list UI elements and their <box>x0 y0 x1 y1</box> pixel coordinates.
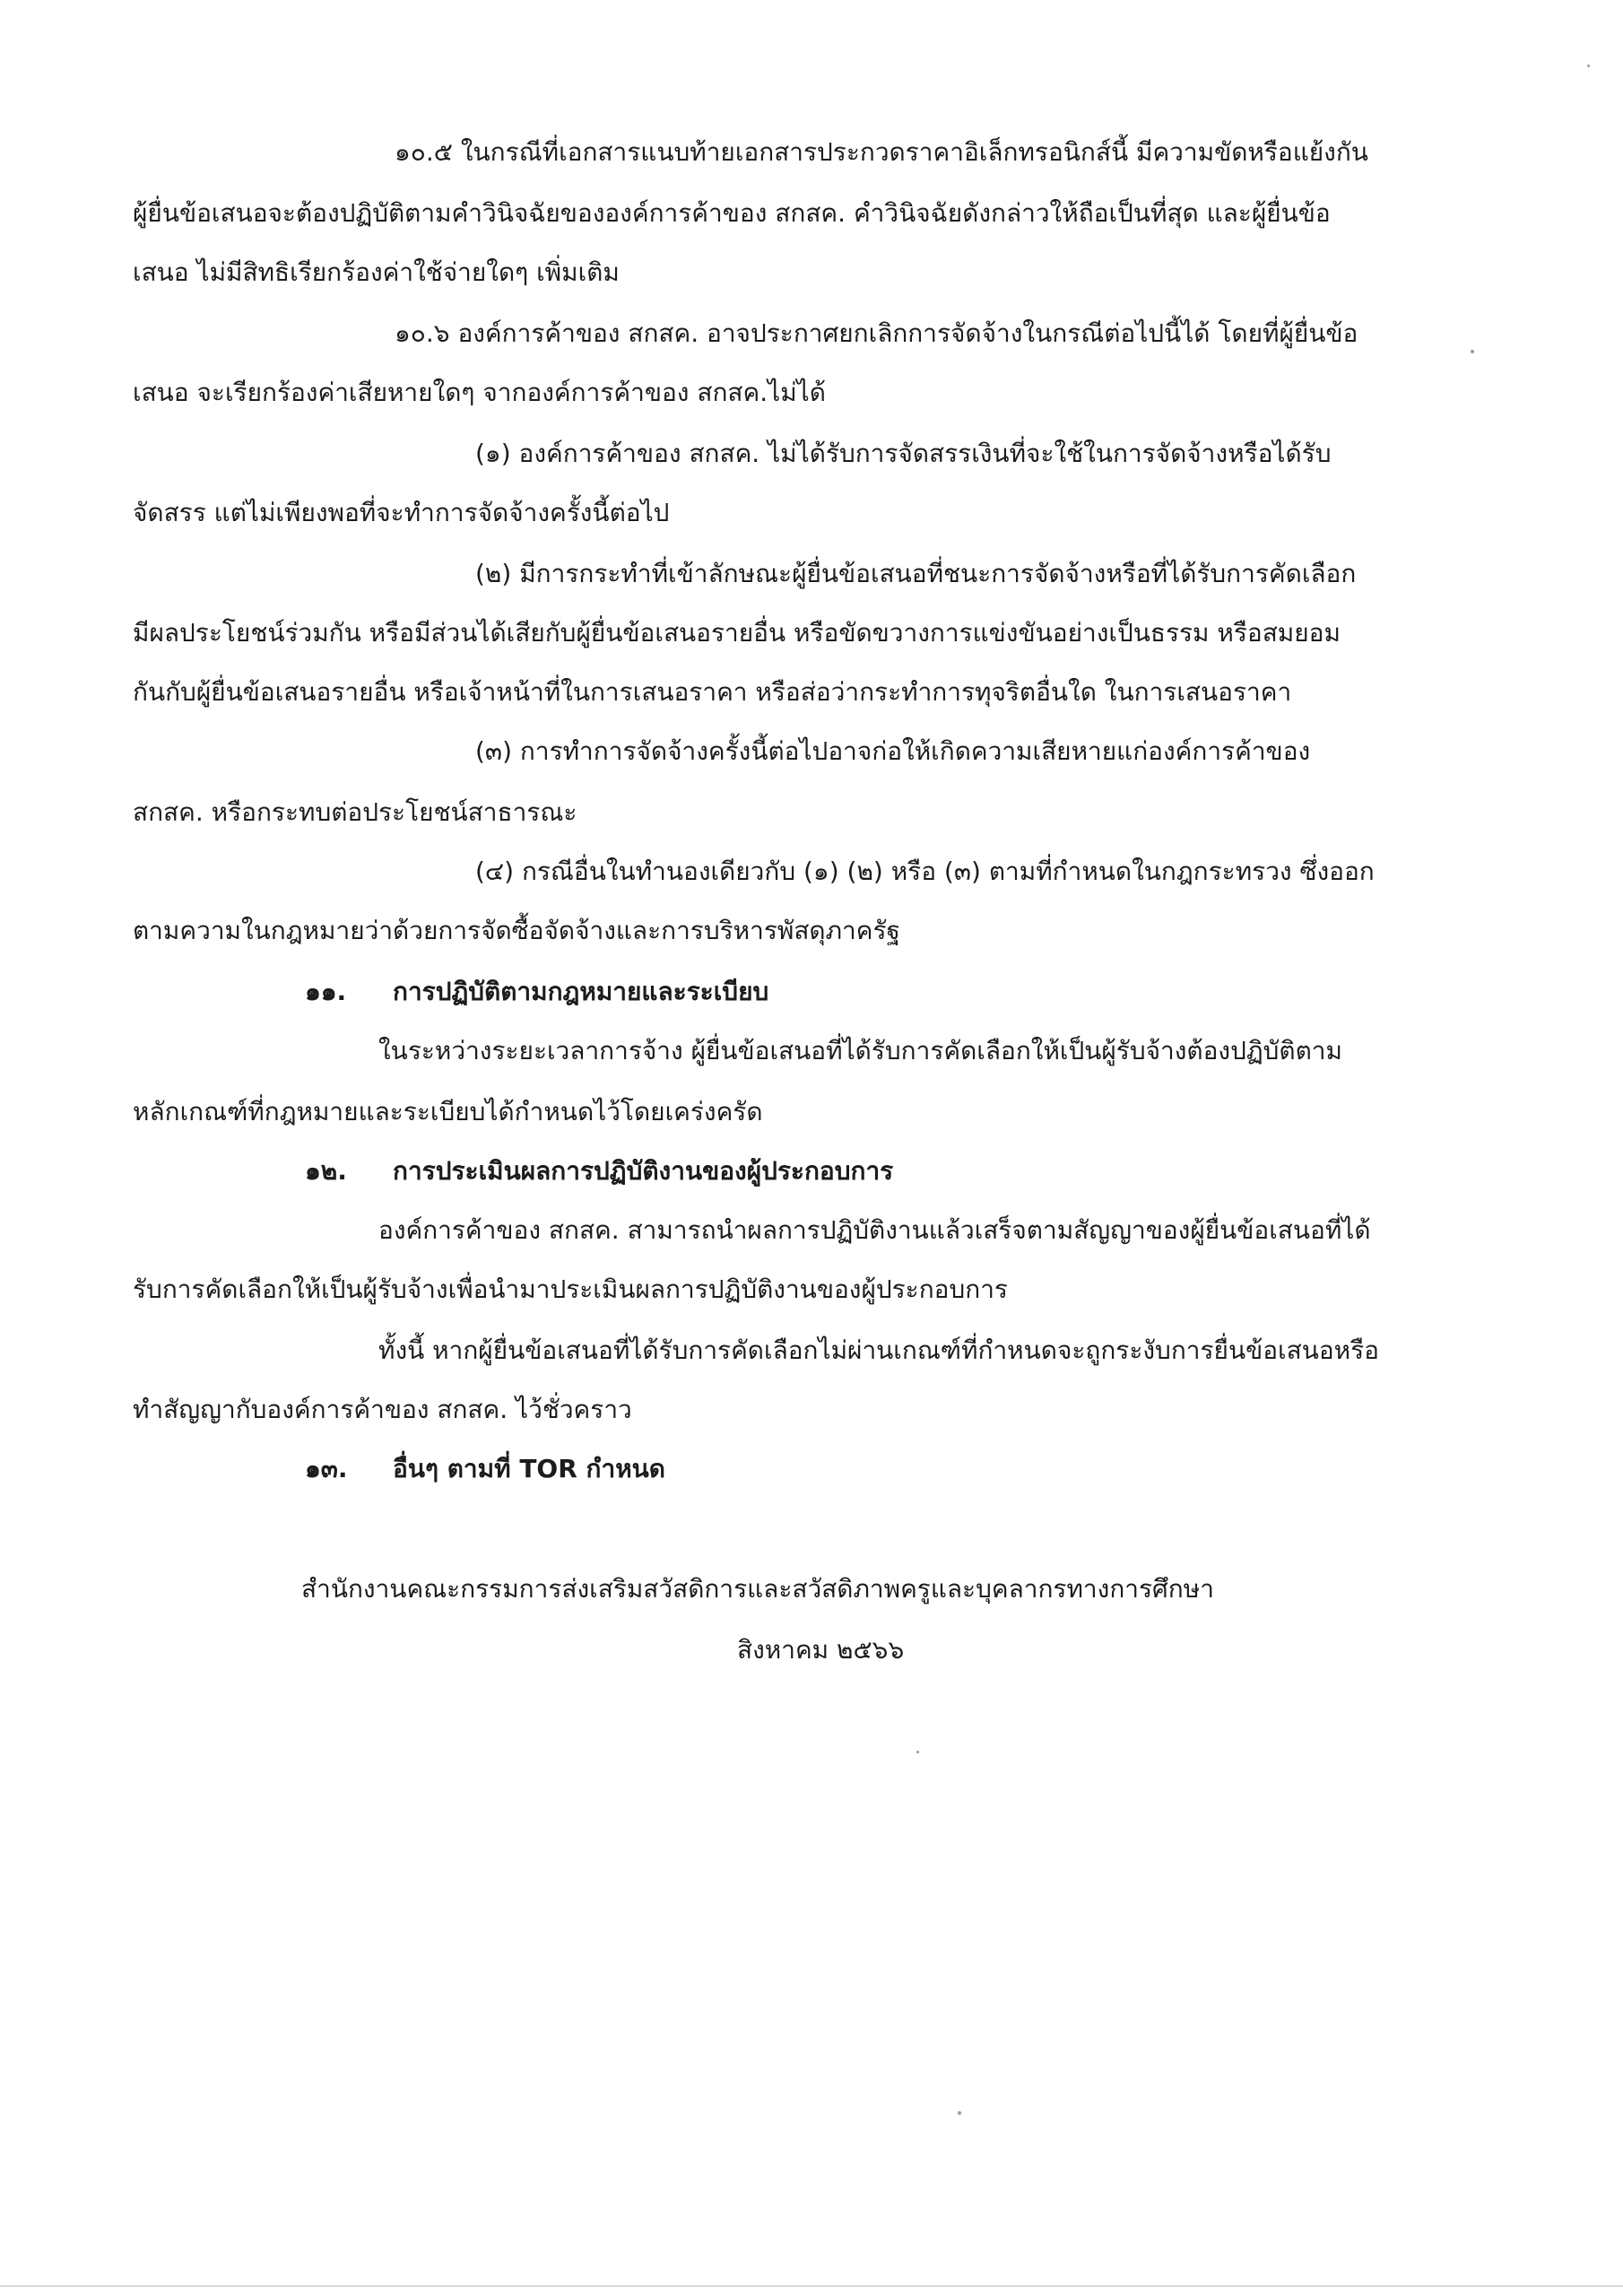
section-13-number: ๑๓. <box>305 1454 348 1483</box>
section-13-title: อื่นๆ ตามที่ TOR กำหนด <box>393 1454 665 1483</box>
item-4-line-2: ตามความในกฎหมายว่าด้วยการจัดซื้อจัดจ้างและการบริหารพัสดุภาครัฐ <box>133 916 900 945</box>
item-3-line-1: (๓) การทำการจัดจ้างครั้งนี้ต่อไปอาจก่อให้เกิดความเสียหายแก่องค์การค้าของ <box>475 736 1311 766</box>
paragraph-10-6-line-1: ๑๐.๖ องค์การค้าของ สกสค. อาจประกาศยกเลิกการจัดจ้างในกรณีต่อไปนี้ได้ โดยที่ผู้ยื่นข้อ <box>395 318 1358 348</box>
section-11-title: การปฏิบัติตามกฎหมายและระเบียบ <box>393 977 769 1006</box>
item-2-line-3: กันกับผู้ยื่นข้อเสนอรายอื่น หรือเจ้าหน้าที่ในการเสนอราคา หรือส่อว่ากระทำการทุจริตอื่นใด ในการเสนอราคา <box>133 677 1292 707</box>
item-3-line-2: สกสค. หรือกระทบต่อประโยชน์สาธารณะ <box>133 797 577 827</box>
scan-speck <box>1587 65 1590 67</box>
section-11-number: ๑๑. <box>305 977 347 1006</box>
section-11-heading <box>305 974 768 1010</box>
footer-organization: สำนักงานคณะกรรมการส่งเสริมสวัสดิการและสวัสดิภาพครูและบุคลากรทางการศึกษา <box>301 1574 1214 1604</box>
section-12-line-4: ทำสัญญากับองค์การค้าของ สกสค. ไว้ชั่วคราว <box>133 1395 632 1424</box>
item-2-line-2: มีผลประโยชน์ร่วมกัน หรือมีส่วนได้เสียกับผู้ยื่นข้อเสนอรายอื่น หรือขัดขวางการแข่งขันอย่างเป็นธรรม หรือสมยอม <box>133 618 1341 648</box>
section-11-line-2: หลักเกณฑ์ที่กฎหมายและระเบียบได้กำหนดไว้โดยเคร่งครัด <box>133 1097 763 1126</box>
item-2-line-1: (๒) มีการกระทำที่เข้าลักษณะผู้ยื่นข้อเสนอที่ชนะการจัดจ้างหรือที่ได้รับการคัดเลือก <box>475 559 1357 588</box>
item-1-line-1: (๑) องค์การค้าของ สกสค. ไม่ได้รับการจัดสรรเงินที่จะใช้ในการจัดจ้างหรือได้รับ <box>475 439 1332 468</box>
section-12-number: ๑๒. <box>305 1156 347 1186</box>
paragraph-10-5-line-3: เสนอ ไม่มีสิทธิเรียกร้องค่าใช้จ่ายใดๆ เพิ่มเติม <box>133 257 620 287</box>
paragraph-10-5-line-2: ผู้ยื่นข้อเสนอจะต้องปฏิบัติตามคำวินิจฉัยขององค์การค้าของ สกสค. คำวินิจฉัยดังกล่าวให้ถือเป็นที่สุด และผู้ยื่นข้อ <box>133 198 1331 228</box>
section-12-line-1: องค์การค้าของ สกสค. สามารถนำผลการปฏิบัติงานแล้วเสร็จตามสัญญาของผู้ยื่นข้อเสนอที่ได้ <box>378 1215 1371 1245</box>
section-12-line-3: ทั้งนี้ หากผู้ยื่นข้อเสนอที่ได้รับการคัดเลือกไม่ผ่านเกณฑ์ที่กำหนดจะถูกระงับการยื่นข้อเสนอหรือ <box>378 1335 1379 1365</box>
paragraph-10-5-line-1: ๑๐.๕ ในกรณีที่เอกสารแนบท้ายเอกสารประกวดราคาอิเล็กทรอนิกส์นี้ มีความขัดหรือแย้งกัน <box>395 137 1368 167</box>
scan-edge-line <box>0 2285 1623 2287</box>
footer-date: สิงหาคม ๒๕๖๖ <box>737 1635 905 1665</box>
section-13-heading <box>305 1451 665 1487</box>
section-12-heading <box>305 1153 893 1189</box>
scan-speck <box>958 2111 961 2115</box>
section-12-title: การประเมินผลการปฏิบัติงานของผู้ประกอบการ <box>393 1156 894 1186</box>
section-12-line-2: รับการคัดเลือกให้เป็นผู้รับจ้างเพื่อนำมาประเมินผลการปฏิบัติงานของผู้ประกอบการ <box>133 1274 1008 1304</box>
section-11-line-1: ในระหว่างระยะเวลาการจ้าง ผู้ยื่นข้อเสนอที่ได้รับการคัดเลือกให้เป็นผู้รับจ้างต้องปฏิบัติตาม <box>378 1036 1342 1065</box>
scan-speck <box>916 1751 919 1753</box>
item-4-line-1: (๔) กรณีอื่นในทำนองเดียวกับ (๑) (๒) หรือ (๓) ตามที่กำหนดในกฎกระทรวง ซึ่งออก <box>475 857 1375 886</box>
scan-speck <box>1471 350 1474 353</box>
paragraph-10-6-line-2: เสนอ จะเรียกร้องค่าเสียหายใดๆ จากองค์การค้าของ สกสค.ไม่ได้ <box>133 378 826 407</box>
item-1-line-2: จัดสรร แต่ไม่เพียงพอที่จะทำการจัดจ้างครั้งนี้ต่อไป <box>133 498 670 527</box>
